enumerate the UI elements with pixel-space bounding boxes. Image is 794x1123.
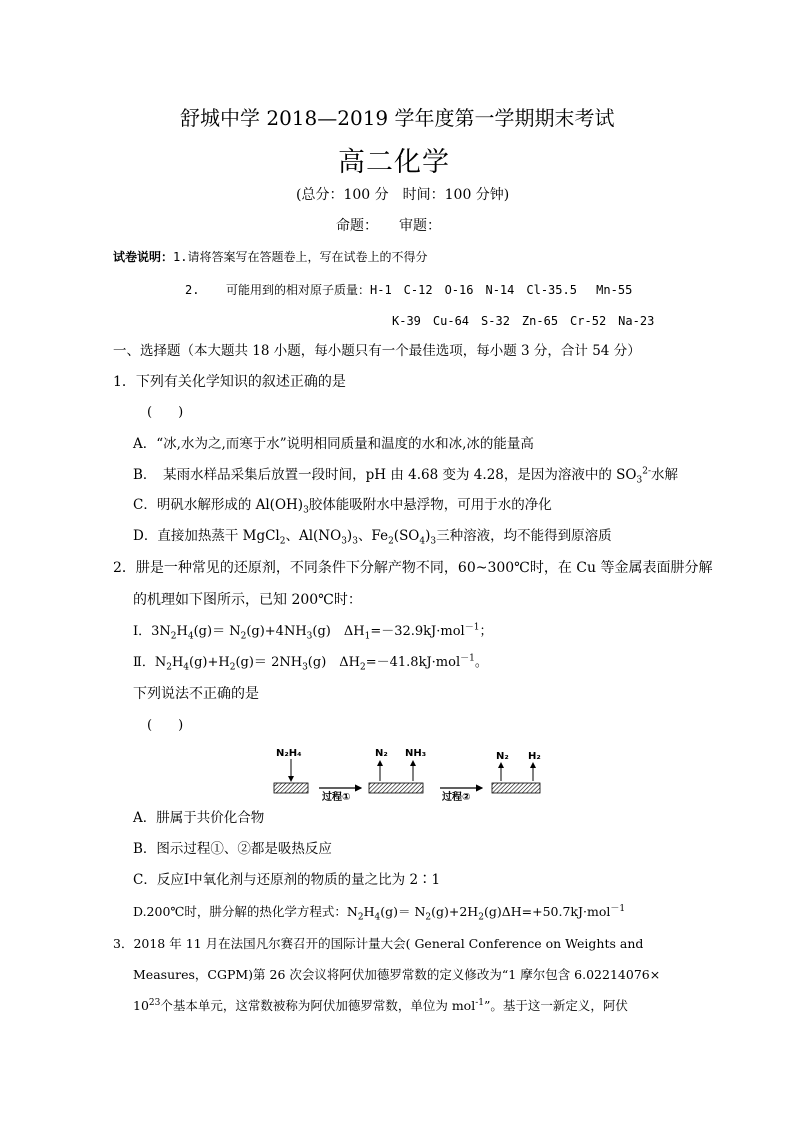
q1-option-b-end: 水解 [651, 467, 678, 483]
q2-ask: 下列说法不正确的是 [133, 686, 259, 702]
metal-surface-2 [369, 783, 423, 793]
eq2-s1: 2 [166, 662, 172, 673]
section-heading: 一、选择题（本大题共 18 小题，每小题只有一个最佳选项，每小题 3 分，合计 54 分） [113, 343, 641, 359]
q1-d-6: ) [425, 528, 431, 544]
q2-d-b: H [363, 904, 375, 919]
q2-equation-2 [133, 653, 488, 673]
eq2-c: (g)+H [189, 655, 230, 670]
eq2-s5: 2 [360, 662, 366, 673]
q2-equation-1 [133, 622, 493, 642]
label-h2: H₂ [528, 751, 541, 762]
q2-d-e: (g)ΔH=+50.7kJ·mol [483, 904, 611, 919]
label-step2: 过程② [442, 792, 471, 803]
eq1-s3: 2 [240, 631, 247, 642]
eq1-d: (g)+4NH [246, 624, 307, 639]
eq2-g: 。 [474, 655, 488, 670]
q1-option-b-sub: 3 [636, 475, 643, 486]
q2-stem-1: 2．肼是一种常见的还原剂，不同条件下分解产物不同，60~300℃时，在 Cu 等金属表面肼分解 [113, 560, 713, 576]
q2-d-s1: 2 [357, 912, 364, 923]
q3-l3-c: ”。基于这一新定义，阿伏 [484, 998, 628, 1013]
subject-title: 高二化学 [338, 147, 450, 178]
label-n2-2: N₂ [496, 751, 509, 762]
q2-answer-paren: ( ) [147, 718, 184, 733]
q2-option-d [133, 903, 626, 923]
q3-l3-sup: 23 [148, 997, 161, 1008]
hydrazine-decomposition-diagram [262, 743, 562, 803]
q1-option-d [133, 528, 612, 547]
q1-option-a: A．“冰,水为之,而寒于水”说明相同质量和温度的水和冰,冰的能量高 [133, 436, 534, 452]
q1-stem: 1．下列有关化学知识的叙述正确的是 [113, 374, 346, 390]
q1-d-5: (SO [393, 528, 420, 544]
q2-option-c: C．反应Ⅰ中氧化剂与还原剂的物质的量之比为 2∶1 [133, 872, 441, 888]
q1-answer-paren: ( ) [147, 405, 184, 420]
q1-option-c-end: 胶体能吸附水中悬浮物，可用于水的净化 [308, 497, 552, 513]
q1-d-s2: 3 [341, 536, 347, 547]
eq1-sup: －1 [464, 622, 480, 633]
q3-line-3 [133, 997, 628, 1013]
exam-info: (总分：100 分 时间：100 分钟) [296, 187, 510, 203]
eq1-s5: 1 [364, 631, 371, 642]
eq1-g: ； [479, 624, 493, 639]
q2-d-s3: 2 [425, 912, 432, 923]
instruction-item-2: 可能用到的相对原子质量：H-1 C-12 O-16 N-14 Cl-35.5 Mn-55 [226, 283, 633, 297]
q2-d-sup: －1 [610, 903, 626, 914]
q1-d-1: D．直接加热蒸干 MgCl [133, 528, 280, 544]
exam-creators: 命题： 审题： [336, 218, 441, 234]
eq2-d: (g)＝ 2NH [235, 655, 303, 670]
instructions-label: 试卷说明： [113, 250, 174, 264]
exam-title: 舒城中学 2018—2019 学年度第一学期期末考试 [180, 106, 615, 130]
eq1-s2: 4 [187, 631, 194, 642]
q1-d-s1: 2 [279, 536, 286, 547]
q1-d-4: 、Fe [357, 528, 389, 544]
q1-option-b [133, 466, 678, 486]
eq1-a: Ⅰ．3N [133, 624, 171, 639]
eq1-b: H [176, 624, 188, 639]
eq2-a: Ⅱ．N [133, 655, 167, 670]
metal-surface-3 [492, 783, 540, 793]
label-n2h4: N₂H₄ [276, 748, 302, 759]
eq1-s1: 2 [170, 631, 177, 642]
q2-d-c: (g)＝ N [380, 904, 426, 919]
instructions-line-1 [113, 251, 427, 263]
q1-d-s6: 3 [430, 536, 437, 547]
eq2-s2: 4 [183, 662, 190, 673]
q2-d-s2: 4 [374, 912, 381, 923]
eq2-s3: 2 [229, 662, 236, 673]
q1-d-s4: 2 [388, 536, 394, 547]
q1-d-2: 、Al(NO [285, 528, 342, 544]
q2-d-s4: 2 [478, 912, 484, 923]
eq1-c: (g)＝ N [193, 624, 241, 639]
eq2-s4: 3 [302, 662, 308, 673]
metal-surface-1 [274, 783, 308, 793]
q3-l3-b: 个基本单元，这常数被称为阿伏加德罗常数，单位为 mol [160, 998, 476, 1013]
label-step1: 过程① [322, 792, 351, 803]
q1-d-7: 三种溶液，均不能得到原溶质 [436, 528, 612, 544]
q1-option-b-text: B． 某雨水样品采集后放置一段时间，pH 由 4.68 变为 4.28，是因为溶液中的 SO [133, 467, 637, 483]
q1-d-s5: 4 [419, 536, 426, 547]
eq1-s4: 3 [306, 631, 313, 642]
q2-d-d: (g)+2H [431, 904, 479, 919]
instruction-item-2-num: 2. [185, 283, 200, 297]
q3-l3-a: 10 [133, 998, 149, 1013]
eq2-e: (g) ΔH [307, 655, 360, 670]
q2-option-a: A．肼属于共价化合物 [133, 810, 265, 826]
q1-option-c [133, 497, 552, 516]
eq2-b: H [171, 655, 184, 670]
eq1-f: =－32.9kJ·mol [370, 624, 465, 639]
eq1-e: (g) ΔH [312, 624, 365, 639]
q2-option-b: B．图示过程①、②都是吸热反应 [133, 841, 332, 857]
q1-d-3: ) [346, 528, 353, 544]
q1-option-c-text: C．明矾水解形成的 Al(OH) [133, 497, 304, 513]
label-nh3: NH₃ [405, 748, 427, 759]
q2-stem-2: 的机理如下图所示，已知 200℃时： [133, 592, 362, 608]
eq2-sup: －1 [460, 653, 475, 664]
q1-d-s3: 3 [352, 536, 358, 547]
instruction-item-1: 1.请将答案写在答题卷上，写在试卷上的不得分 [173, 250, 428, 264]
q3-line-2: Measures，CGPM)第 26 次会议将阿伏加德罗常数的定义修改为“1 摩尔包含 6.02214076× [133, 967, 661, 982]
q2-d-a: D.200℃时，肼分解的热化学方程式：N [133, 904, 358, 919]
q3-line-1: 3．2018 年 11 月在法国凡尔赛召开的国际计量大会( General Conference on Weights and [113, 936, 644, 951]
instruction-item-2-cont: K-39 Cu-64 S-32 Zn-65 Cr-52 Na-23 [392, 314, 655, 328]
label-n2-1: N₂ [375, 748, 388, 759]
q1-option-c-sub: 3 [303, 505, 309, 516]
q3-l3-sup2: -1 [475, 997, 484, 1008]
eq2-f: =－41.8kJ·mol [365, 655, 461, 670]
q1-option-b-sup: 2- [642, 466, 651, 477]
